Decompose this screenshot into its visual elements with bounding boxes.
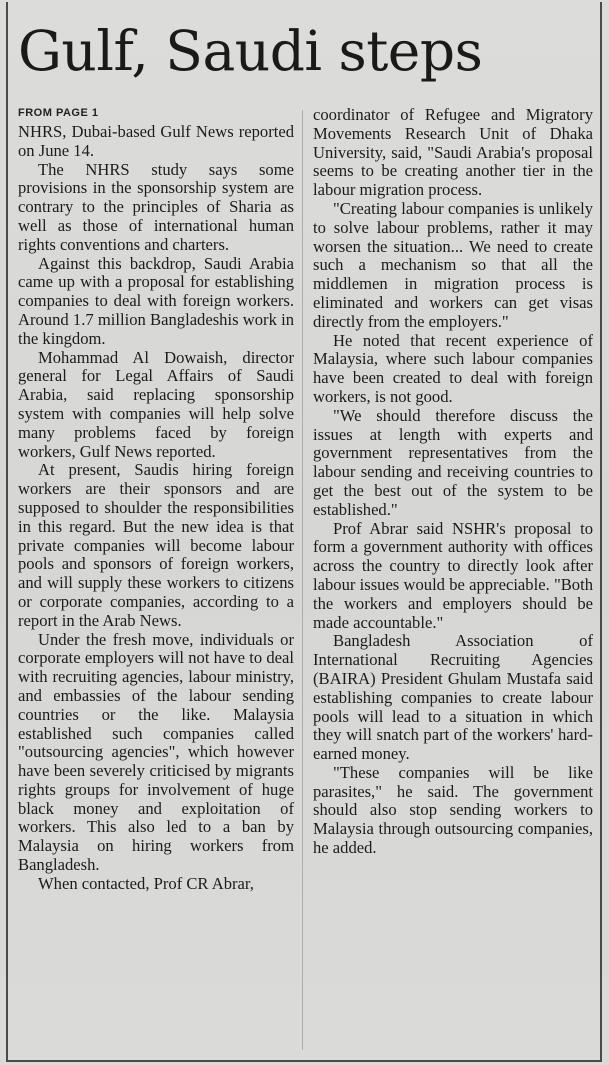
article-column-left bbox=[18, 106, 294, 894]
paragraph: "Creating labour companies is unlikely to solve labour problems, rather it may worsen the situation... We need to create such a mechanism so that all the middlemen in migration process is eliminated and workers can get visas directly from the employers." bbox=[313, 198, 593, 331]
paragraph: NHRS, Dubai-based Gulf News reported on June 14. bbox=[18, 122, 294, 160]
paragraph: At present, Saudis hiring foreign workers are their sponsors and are supposed to shoulder the responsibilities in this regard. But the new idea is that private companies will become labour pools and sponsors of foreign workers, and will supply these workers to citizens or corporate companies, according to a report in the Arab News. bbox=[18, 460, 294, 630]
continued-from-label: FROM PAGE 1 bbox=[18, 107, 99, 119]
paragraph: Against this backdrop, Saudi Arabia came up with a proposal for establishing companies to deal with foreign workers. Around 1.7 million Bangladeshis work in the kingdom. bbox=[18, 253, 294, 348]
paragraph: "These companies will be like parasites," he said. The government should also stop sending workers to Malaysia through outsourcing companies, he added. bbox=[313, 762, 593, 858]
paragraph: Mohammad Al Dowaish, director general for Legal Affairs of Saudi Arabia, said replacing sponsorship system with companies will help solve many problems faced by foreign workers, Gulf News reported. bbox=[18, 347, 294, 461]
paragraph: Prof Abrar said NSHR's proposal to form a government authority with offices across the country to directly look after labour issues would be appreciable. "Both the workers and employers should be made accountable." bbox=[313, 518, 593, 632]
column-divider bbox=[302, 110, 303, 1050]
paragraph: Bangladesh Association of International Recruiting Agencies (BAIRA) President Ghulam Mustafa said establishing companies to create labour pools will lead to a situation in which they will snatch part of the workers' hard-earned money. bbox=[313, 631, 593, 764]
paragraph: When contacted, Prof CR Abrar, bbox=[38, 873, 254, 893]
article-column-right bbox=[313, 106, 593, 858]
paragraph: The NHRS study says some provisions in the sponsorship system are contrary to the principles of Sharia as well as those of international human rights conventions and charters. bbox=[18, 159, 294, 254]
paragraph: He noted that recent experience of Malaysia, where such labour companies have been created to deal with foreign workers, is not good. bbox=[313, 330, 593, 406]
paragraph: "We should therefore discuss the issues at length with experts and government representatives from the labour sending and receiving countries to get the best out of the system to be established." bbox=[313, 405, 593, 519]
paragraph: Under the fresh move, individuals or corporate employers will not have to deal with recruiting agencies, labour ministry, and embassies of the labour sending countries or the like. Malaysia established such companies called "outsourcing agencies", which however have been severely criticised by migrants rights groups for involvement of huge black money and exploitation of workers. This also led to a ban by Malaysia on hiring workers from Bangladesh. bbox=[18, 629, 294, 875]
headline: Gulf, Saudi steps bbox=[18, 19, 483, 83]
paragraph: coordinator of Refugee and Migratory Movements Research Unit of Dhaka University, said, "Saudi Arabia's proposal seems to be creating another tier in the labour migration process. bbox=[313, 105, 593, 200]
